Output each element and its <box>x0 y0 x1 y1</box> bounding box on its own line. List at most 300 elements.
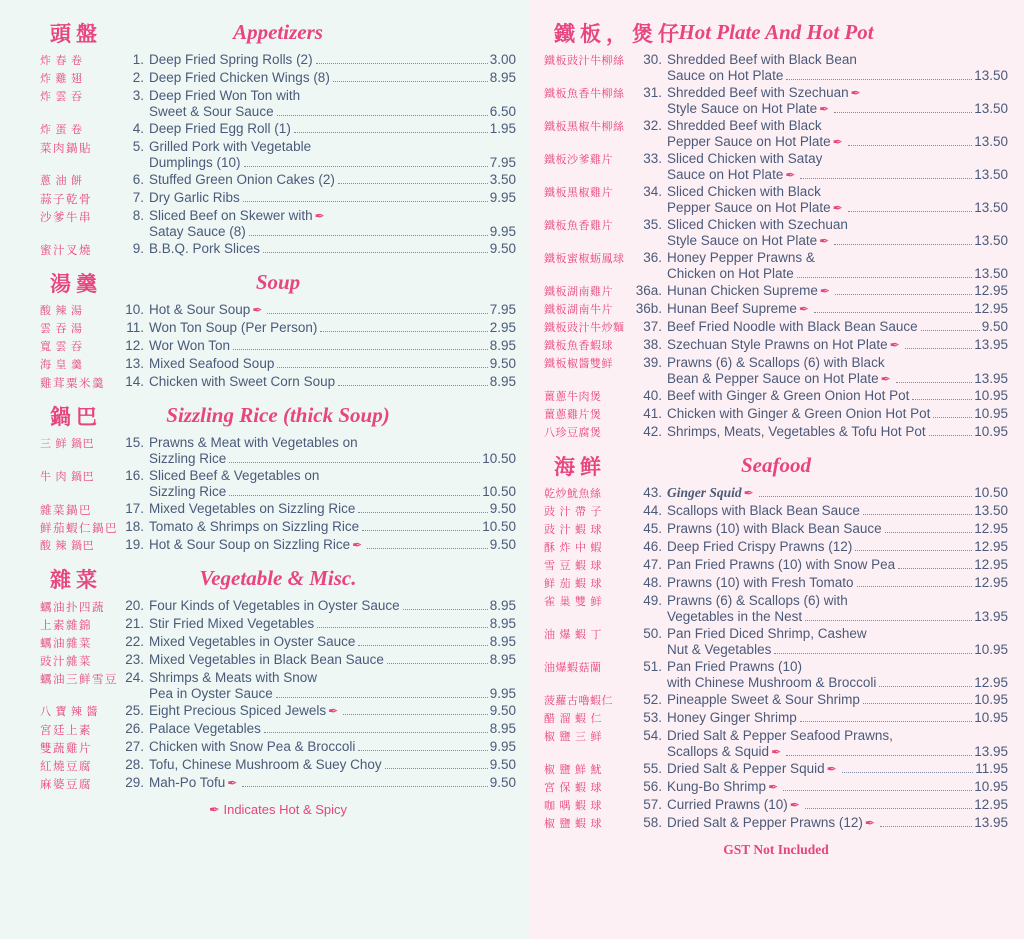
item-line-cont <box>149 451 516 467</box>
item-name-cn: 寬 雲 吞 <box>40 340 83 353</box>
menu-item <box>40 670 516 702</box>
item-price: 12.95 <box>974 539 1008 554</box>
item-line <box>149 241 516 257</box>
leader-dots <box>786 755 972 756</box>
chili-icon: ✒ <box>850 86 861 100</box>
item-number: 28. <box>125 757 144 772</box>
item-name-en-cont: Vegetables in the Nest <box>667 609 803 624</box>
chili-icon: ✒ <box>819 102 830 116</box>
item-name-cn: 鐵板椒醬雙鲜 <box>544 357 613 370</box>
item-name-en: Deep Fried Crispy Prawns (12) <box>667 539 853 554</box>
item-name-cn: 上素雜錦 <box>40 618 92 632</box>
item-body <box>667 521 1008 537</box>
item-line-cont <box>149 484 516 500</box>
item-number: 14. <box>125 374 144 389</box>
section-title-en: Vegetable & Misc. <box>199 566 357 590</box>
item-line-cont <box>667 233 1008 249</box>
item-name-cn: 薑蔥牛肉煲 <box>544 390 602 403</box>
menu-item <box>40 757 516 774</box>
item-name-cn: 雙蔬雞片 <box>40 741 92 755</box>
item-number: 38. <box>643 337 662 352</box>
item-name-cn: 蠣油雜菜 <box>40 636 92 650</box>
item-number: 42. <box>643 424 662 439</box>
item-name-en: Sliced Chicken with Szechuan <box>667 217 848 232</box>
item-body <box>149 70 516 86</box>
item-number: 36. <box>643 250 662 265</box>
item-line <box>667 557 1008 573</box>
item-name-en: Shredded Beef with Szechuan <box>667 85 849 100</box>
item-name-cn: 雞茸粟米羹 <box>40 376 105 390</box>
item-name-en: Chicken with Ginger & Green Onion Hot Pot <box>667 406 931 421</box>
item-line <box>149 435 516 451</box>
item-line-cont <box>667 609 1008 625</box>
item-number: 44. <box>643 503 662 518</box>
item-number: 27. <box>125 739 144 754</box>
item-price: 13.50 <box>974 503 1008 518</box>
item-number: 36b. <box>635 301 662 316</box>
item-number: 19. <box>125 537 144 552</box>
leader-dots <box>933 417 972 418</box>
item-name-en: Shredded Beef with Black Bean <box>667 52 857 67</box>
menu-section <box>40 564 516 792</box>
item-body <box>149 139 516 171</box>
item-number: 46. <box>643 539 662 554</box>
item-number: 17. <box>125 501 144 516</box>
menu-item <box>40 775 516 792</box>
menu-item <box>544 779 1008 796</box>
item-line-cont <box>149 155 516 171</box>
leader-dots <box>229 462 480 463</box>
item-body <box>149 356 516 372</box>
leader-dots <box>863 703 972 704</box>
leader-dots <box>243 201 488 202</box>
item-name-cn: 菠蘿古嚕蝦仁 <box>544 694 613 707</box>
item-price: 2.95 <box>489 320 516 335</box>
item-name-en: Deep Fried Won Ton with <box>149 88 301 103</box>
menu-item <box>544 184 1008 216</box>
item-name-cn: 鲜 茄 蝦 球 <box>544 577 602 590</box>
item-name-en: Stuffed Green Onion Cakes (2) <box>149 172 335 187</box>
item-line <box>667 710 1008 726</box>
chili-icon: ✒ <box>832 201 843 215</box>
item-price: 9.50 <box>489 501 516 516</box>
item-name-cn: 酥 炸 中 蝦 <box>544 541 602 554</box>
item-number: 39. <box>643 355 662 370</box>
leader-dots <box>857 586 973 587</box>
item-price: 9.50 <box>489 356 516 371</box>
item-line-cont <box>667 642 1008 658</box>
item-price: 10.95 <box>974 388 1008 403</box>
leader-dots <box>805 620 972 621</box>
item-price: 10.50 <box>974 485 1008 500</box>
item-number: 53. <box>643 710 662 725</box>
menu-item <box>40 652 516 669</box>
item-body <box>667 575 1008 591</box>
item-name-en: Honey Pepper Prawns & <box>667 250 815 265</box>
item-line-cont <box>149 686 516 702</box>
item-body <box>149 374 516 390</box>
item-name-en: Eight Precious Spiced Jewels <box>149 703 327 718</box>
leader-dots <box>774 653 972 654</box>
item-name-cn: 酸 辣 湯 <box>40 304 83 317</box>
item-name-en-cont: Pea in Oyster Sauce <box>149 686 273 701</box>
item-name-en: Szechuan Style Prawns on Hot Plate <box>667 337 888 352</box>
item-body <box>667 52 1008 84</box>
leader-dots <box>358 750 487 751</box>
item-line <box>667 692 1008 708</box>
item-price: 13.50 <box>974 167 1008 182</box>
leader-dots <box>834 244 972 245</box>
item-name-cn: 油 爆 蝦 丁 <box>544 628 602 641</box>
item-name-cn: 豉 汁 蝦 球 <box>544 523 602 536</box>
item-number: 47. <box>643 557 662 572</box>
item-body <box>667 388 1008 404</box>
chili-icon: ✒ <box>826 762 837 776</box>
item-line <box>149 616 516 632</box>
item-number: 12. <box>125 338 144 353</box>
item-line <box>149 121 516 137</box>
item-number: 32. <box>643 118 662 133</box>
menu-item <box>544 728 1008 760</box>
item-price: 13.50 <box>974 200 1008 215</box>
item-line <box>149 52 516 68</box>
menu-item <box>40 598 516 615</box>
item-body <box>667 761 1008 777</box>
item-number: 51. <box>643 659 662 674</box>
item-line <box>149 374 516 390</box>
item-body <box>667 692 1008 708</box>
item-number: 45. <box>643 521 662 536</box>
menu-item <box>544 761 1008 778</box>
leader-dots <box>264 732 488 733</box>
item-name-cn: 蠣油扑四蔬 <box>40 600 105 614</box>
menu-item <box>40 468 516 500</box>
item-name-en-cont: Bean & Pepper Sauce on Hot Plate <box>667 371 879 386</box>
item-body <box>149 468 516 500</box>
section-title-en: Soup <box>255 270 301 294</box>
item-name-en: Shrimps & Meats with Snow <box>149 670 318 685</box>
item-body <box>149 208 516 240</box>
item-body <box>667 424 1008 440</box>
leader-dots <box>385 768 488 769</box>
item-line <box>149 757 516 773</box>
item-name-en-cont: Pepper Sauce on Hot Plate <box>667 200 831 215</box>
item-body <box>667 355 1008 387</box>
item-number: 22. <box>125 634 144 649</box>
item-price: 13.95 <box>974 815 1008 830</box>
item-price: 12.95 <box>974 283 1008 298</box>
item-name-cn: 蠣油三鲜雪豆 <box>40 672 118 686</box>
item-name-en: Wor Won Ton <box>149 338 231 353</box>
item-line <box>667 184 1008 200</box>
item-name-en: Dried Salt & Pepper Prawns (12) <box>667 815 863 830</box>
item-name-en: Tomato & Shrimps on Sizzling Rice <box>149 519 360 534</box>
item-price: 10.95 <box>974 710 1008 725</box>
leader-dots <box>863 514 972 515</box>
item-name-cn: 宮 保 蝦 球 <box>544 781 602 794</box>
leader-dots <box>896 382 972 383</box>
item-line <box>149 356 516 372</box>
item-line <box>667 85 1008 101</box>
chili-icon: ✒ <box>252 303 263 317</box>
menu-item <box>544 503 1008 520</box>
item-name-cn: 炸 春 卷 <box>40 54 83 67</box>
section-title-en: Sizzling Rice (thick Soup) <box>166 403 390 427</box>
item-number: 33. <box>643 151 662 166</box>
item-price: 3.00 <box>489 52 516 67</box>
gst-note: GST Not Included <box>723 842 829 857</box>
item-name-cn: 咖 喁 蝦 球 <box>544 799 602 812</box>
menu-item <box>40 70 516 87</box>
item-number: 4. <box>132 121 144 136</box>
leader-dots <box>249 235 488 236</box>
menu-item <box>40 703 516 720</box>
leader-dots <box>320 331 487 332</box>
item-name-en: Sliced Chicken with Satay <box>667 151 823 166</box>
menu-item <box>40 241 516 258</box>
item-number: 40. <box>643 388 662 403</box>
leader-dots <box>362 530 480 531</box>
item-name-en: Mixed Vegetables in Oyster Sauce <box>149 634 356 649</box>
item-price: 8.95 <box>489 598 516 613</box>
item-body <box>667 118 1008 150</box>
item-name-en: Hunan Beef Supreme <box>667 301 797 316</box>
item-number: 18. <box>125 519 144 534</box>
item-name-en: Shrimps, Meats, Vegetables & Tofu Hot Pot <box>667 424 926 439</box>
item-body <box>149 190 516 206</box>
item-line <box>667 761 1008 777</box>
item-number: 41. <box>643 406 662 421</box>
item-number: 48. <box>643 575 662 590</box>
item-body <box>149 598 516 614</box>
item-line <box>149 775 516 791</box>
left-sections <box>40 18 516 792</box>
menu-item <box>544 539 1008 556</box>
item-price: 9.95 <box>489 739 516 754</box>
item-number: 29. <box>125 775 144 790</box>
menu-item <box>544 485 1008 502</box>
item-line <box>149 320 516 336</box>
item-body <box>149 519 516 535</box>
item-body <box>667 539 1008 555</box>
chili-icon: ✒ <box>819 284 830 298</box>
chili-icon: ✒ <box>743 486 754 500</box>
leader-dots <box>834 112 972 113</box>
item-price: 9.50 <box>489 757 516 772</box>
item-name-en-cont: with Chinese Mushroom & Broccoli <box>667 675 877 690</box>
leader-dots <box>842 772 974 773</box>
item-line <box>149 468 516 484</box>
item-name-en-cont: Chicken on Hot Plate <box>667 266 794 281</box>
leader-dots <box>387 663 488 664</box>
item-name-cn: 沙爹牛串 <box>40 210 92 224</box>
section-items <box>40 302 516 391</box>
leader-dots <box>317 627 488 628</box>
item-body <box>149 241 516 257</box>
item-name-en: Deep Fried Spring Rolls (2) <box>149 52 313 67</box>
item-body <box>667 557 1008 573</box>
item-number: 11. <box>126 320 144 335</box>
item-line <box>667 779 1008 795</box>
item-name-cn: 紅燒豆腐 <box>40 759 92 773</box>
item-line <box>149 721 516 737</box>
item-body <box>667 217 1008 249</box>
menu-item <box>544 797 1008 814</box>
item-number: 35. <box>643 217 662 232</box>
item-name-en: Pan Fried Prawns (10) with Snow Pea <box>667 557 896 572</box>
item-line <box>149 739 516 755</box>
item-body <box>667 779 1008 795</box>
item-name-en: Pan Fried Prawns (10) <box>667 659 803 674</box>
item-name-en: Pan Fried Diced Shrimp, Cashew <box>667 626 867 641</box>
item-price: 13.50 <box>974 134 1008 149</box>
leader-dots <box>880 826 972 827</box>
item-body <box>149 302 516 318</box>
item-number: 25. <box>125 703 144 718</box>
menu-item <box>40 356 516 373</box>
item-name-en: Curried Prawns (10) <box>667 797 788 812</box>
item-price: 13.95 <box>974 609 1008 624</box>
item-price: 10.50 <box>482 484 516 499</box>
chili-icon: ✒ <box>889 338 900 352</box>
item-number: 43. <box>643 485 662 500</box>
chili-icon: ✒ <box>832 135 843 149</box>
item-body <box>149 52 516 68</box>
item-price: 12.95 <box>974 557 1008 572</box>
item-name-en: Dry Garlic Ribs <box>149 190 240 205</box>
item-line <box>667 301 1008 317</box>
menu-item <box>544 337 1008 354</box>
item-body <box>149 739 516 755</box>
item-name-cn: 炸 雞 翅 <box>40 72 83 85</box>
item-price: 13.95 <box>974 337 1008 352</box>
item-price: 13.50 <box>974 101 1008 116</box>
menu-item <box>40 519 516 536</box>
menu-item <box>544 151 1008 183</box>
item-body <box>667 797 1008 813</box>
item-name-en-cont: Sweet & Sour Sauce <box>149 104 274 119</box>
item-number: 9. <box>132 241 144 256</box>
leader-dots <box>898 568 972 569</box>
section-header <box>40 564 516 598</box>
item-name-cn: 三 鲜 鍋巴 <box>40 437 94 450</box>
item-line <box>149 139 516 155</box>
leader-dots <box>244 166 488 167</box>
item-number: 1. <box>132 52 144 67</box>
item-name-cn: 菜肉鍋貼 <box>40 141 92 155</box>
item-number: 58. <box>643 815 662 830</box>
item-line <box>149 302 516 318</box>
item-body <box>667 485 1008 501</box>
item-line-cont <box>667 744 1008 760</box>
menu-item <box>544 626 1008 658</box>
item-name-en: Beef Fried Noodle with Black Bean Sauce <box>667 319 918 334</box>
item-name-en-cont: Sauce on Hot Plate <box>667 167 784 182</box>
item-price: 12.95 <box>974 301 1008 316</box>
menu-item <box>544 424 1008 441</box>
item-line-cont <box>667 266 1008 282</box>
menu-item <box>544 217 1008 249</box>
leader-dots <box>921 330 980 331</box>
item-line <box>667 797 1008 813</box>
chili-icon: ✒ <box>880 372 891 386</box>
item-name-en: Hot & Sour Soup <box>149 302 251 317</box>
leader-dots <box>848 145 973 146</box>
item-name-cn: 蜜汁叉燒 <box>40 243 92 257</box>
item-name-en: Dried Salt & Pepper Squid <box>667 761 825 776</box>
item-name-cn: 椒 鹽 蝦 球 <box>544 817 602 830</box>
section-header <box>40 18 516 52</box>
item-line <box>667 659 1008 675</box>
menu-item <box>544 575 1008 592</box>
item-line <box>667 593 1008 609</box>
item-name-en-cont: Pepper Sauce on Hot Plate <box>667 134 831 149</box>
menu-item <box>544 593 1008 625</box>
item-name-cn: 鐵板沙爹雞片 <box>544 153 613 166</box>
menu-item <box>544 521 1008 538</box>
leader-dots <box>759 496 972 497</box>
item-line <box>149 88 516 104</box>
item-price: 13.50 <box>974 68 1008 83</box>
item-line-cont <box>667 200 1008 216</box>
leader-dots <box>277 115 488 116</box>
item-price: 3.50 <box>489 172 516 187</box>
item-name-en: Palace Vegetables <box>149 721 261 736</box>
item-name-cn: 薑蔥雞片煲 <box>544 408 602 421</box>
menu-item <box>40 338 516 355</box>
item-name-cn: 鐵板黑椒牛柳絲 <box>544 120 625 133</box>
item-name-cn: 炸 蛋 卷 <box>40 123 83 136</box>
item-body <box>149 757 516 773</box>
item-line <box>149 652 516 668</box>
item-name-cn: 雲 吞 湯 <box>40 322 83 335</box>
item-name-en: Prawns & Meat with Vegetables on <box>149 435 358 450</box>
item-name-en: Stir Fried Mixed Vegetables <box>149 616 315 631</box>
menu-item <box>544 710 1008 727</box>
item-line <box>149 634 516 650</box>
menu-item <box>544 355 1008 387</box>
section-title-cn: 雜菜 <box>50 568 102 592</box>
item-name-en: Chicken with Sweet Corn Soup <box>149 374 336 389</box>
item-name-cn: 鐵板湖南雞片 <box>544 285 613 298</box>
item-name-en: Prawns (6) & Scallops (6) with Black <box>667 355 885 370</box>
item-body <box>149 634 516 650</box>
item-name-en-cont: Style Sauce on Hot Plate <box>667 101 818 116</box>
item-name-en-cont: Satay Sauce (8) <box>149 224 246 239</box>
item-line <box>667 355 1008 371</box>
menu-item <box>40 121 516 138</box>
menu-item <box>544 301 1008 318</box>
item-price: 9.50 <box>489 241 516 256</box>
item-line <box>667 575 1008 591</box>
section-title-cn: 海鲜 <box>554 455 606 479</box>
menu-item <box>544 250 1008 282</box>
item-price: 7.95 <box>489 302 516 317</box>
item-number: 8. <box>132 208 144 223</box>
item-line <box>149 501 516 517</box>
item-number: 31. <box>643 85 662 100</box>
item-name-en: Honey Ginger Shrimp <box>667 710 797 725</box>
item-name-cn: 豉 汁 帶 子 <box>544 505 602 518</box>
leader-dots <box>358 645 487 646</box>
item-name-en-cont: Dumplings (10) <box>149 155 241 170</box>
item-name-cn: 牛 肉 鍋巴 <box>40 470 94 483</box>
item-name-en: Hot & Sour Soup on Sizzling Rice <box>149 537 351 552</box>
item-line <box>667 283 1008 299</box>
leader-dots <box>912 399 972 400</box>
item-name-cn: 鐵板魚香蝦球 <box>544 339 613 352</box>
section-title-cn: 湯羹 <box>50 272 102 296</box>
